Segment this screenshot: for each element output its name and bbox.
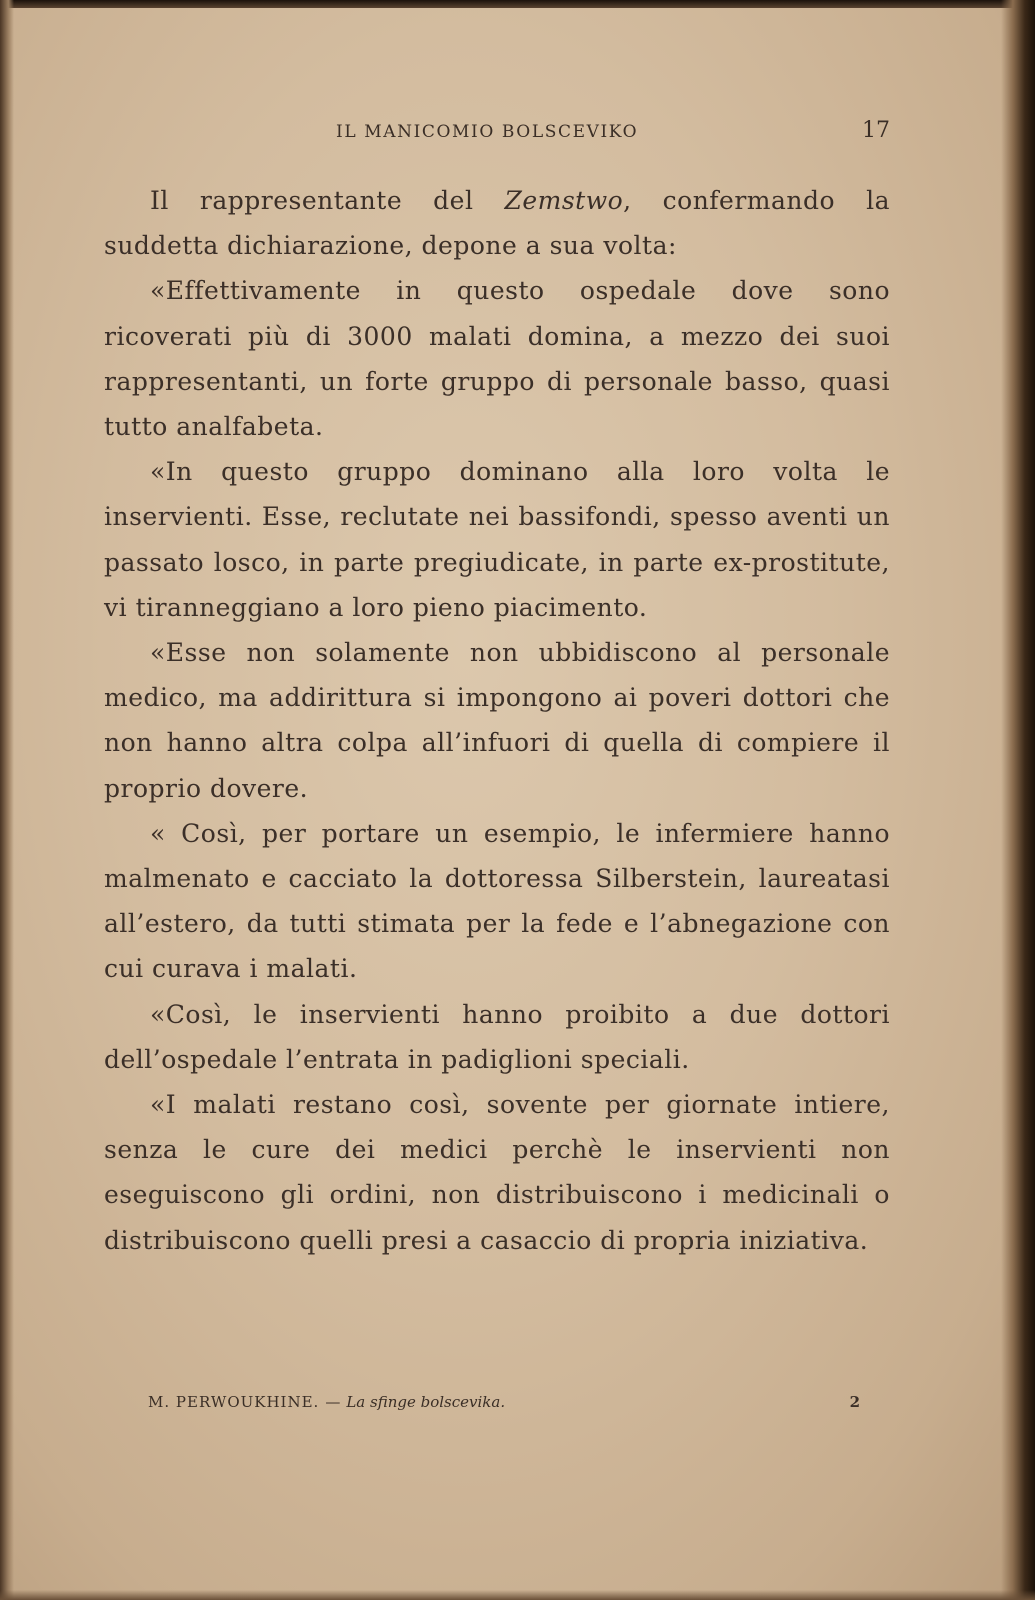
paragraph-3: «In questo gruppo dominano alla loro volta le inservienti. Esse, reclutate nei bassifondi, spesso aventi un passato losco, in parte pregiudicate, in parte ex-prostitute, vi tiranneggiano a loro pieno piacimento. (104, 457, 890, 622)
paragraph-5: « Così, per portare un esempio, le infermiere hanno malmenato e cacciato la dottoressa Silberstein, laureatasi all’estero, da tutti stimata per la fede e l’abnegazione con cui curava i malati. (104, 818, 890, 984)
paragraph-4: «Esse non solamente non ubbidiscono al personale medico, ma addirittura si impongono ai poveri dottori che non hanno altra colpa all’infuori di quella di compiere il proprio dovere. (104, 638, 890, 803)
running-head (100, 118, 890, 148)
page-left-edge (0, 0, 14, 1600)
page-number: 17 (862, 118, 890, 143)
footer-book-title: La sfinge bolscevika. (346, 1393, 506, 1411)
signature-mark: 2 (849, 1393, 860, 1411)
paragraph-1-after: , confermando la suddetta dichiarazione, depone a sua volta: (104, 186, 890, 261)
running-title: IL MANICOMIO BOLSCEVIKO (336, 122, 639, 142)
paragraph-2: «Effettivamente in questo ospedale dove sono ricoverati più di 3000 malati domina, a mezzo dei suoi rappresentanti, un forte gruppo di personale basso, quasi tutto analfabeta. (104, 276, 890, 442)
zemstwo-term: Zemstwo (504, 186, 624, 215)
page-footer (148, 1393, 860, 1417)
body-text (104, 178, 890, 1263)
page-binding-edge (1001, 0, 1035, 1600)
paragraph-7: «I malati restano così, sovente per giornate intiere, senza le cure dei medici perchè le inservienti non eseguiscono gli ordini, non distribuiscono i medicinali o distribuiscono quelli presi a casaccio di propria iniziativa. (104, 1090, 890, 1255)
paragraph-6: «Così, le inservienti hanno proibito a due dottori dell’ospedale l’entrata in padiglioni speciali. (104, 999, 890, 1074)
footer-author: M. PERWOUKHINE. (148, 1393, 320, 1411)
paragraph-1-before: Il rappresentante del (150, 186, 505, 215)
page-bottom-edge (0, 1590, 1035, 1600)
page-top-edge (0, 0, 1035, 8)
footer-separator: — (325, 1393, 341, 1411)
paragraph-1 (104, 178, 890, 268)
